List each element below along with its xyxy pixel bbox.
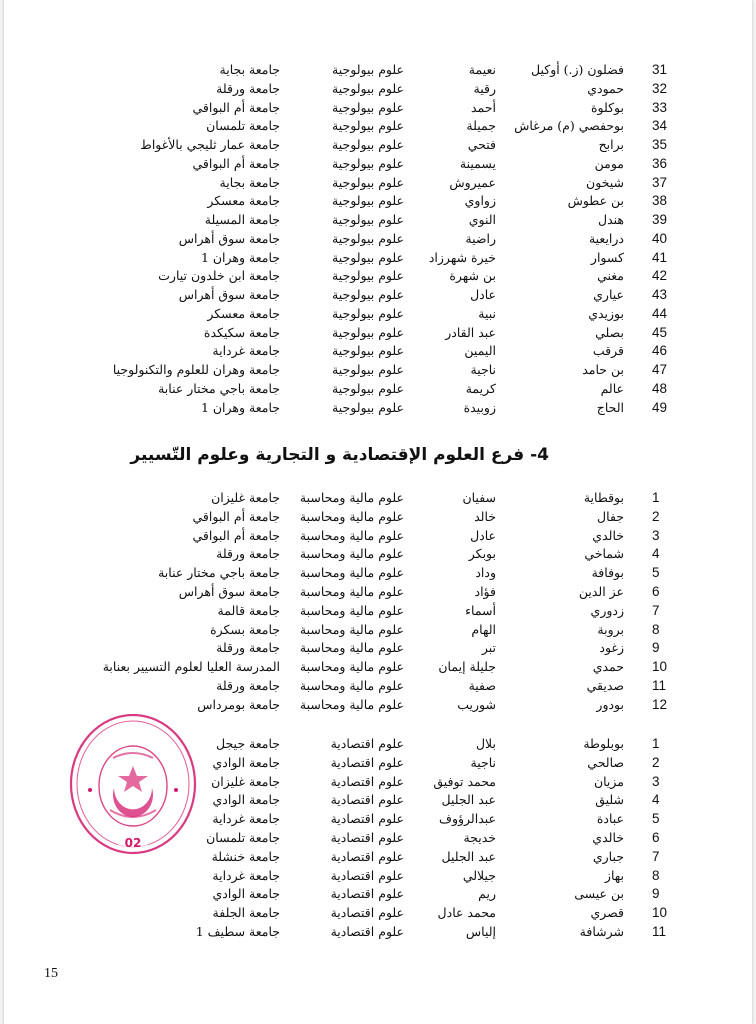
table-row — [4, 526, 752, 545]
table-row — [4, 98, 752, 117]
row-number: 9 — [652, 640, 660, 656]
specialty: علوم اقتصادية — [330, 886, 404, 902]
table-row — [4, 154, 752, 173]
first-name: الهام — [471, 621, 496, 637]
first-name: أسماء — [465, 602, 496, 618]
university: جامعة ابن خلدون تيارت — [158, 268, 280, 284]
table-row — [4, 229, 752, 248]
specialty: علوم اقتصادية — [330, 792, 404, 808]
row-number: 7 — [652, 848, 660, 864]
last-name: مزيان — [593, 773, 624, 789]
first-name: عبد الجليل — [441, 792, 496, 808]
university: جامعة معسكر — [207, 305, 280, 321]
specialty: علوم بيولوجية — [332, 193, 404, 209]
row-number: 46 — [652, 343, 668, 359]
last-name: بن عطوش — [567, 193, 624, 209]
last-name: عز الدين — [578, 584, 624, 599]
last-name: كسوار — [590, 249, 624, 265]
row-number: 43 — [652, 287, 668, 302]
first-name: يسمينة — [459, 155, 496, 171]
first-name: ناجية — [470, 362, 496, 377]
row-number: 3 — [652, 527, 660, 543]
specialty: علوم مالية ومحاسبة — [299, 584, 404, 599]
last-name: بوحفصي (م) مرغاش — [514, 118, 624, 134]
university: جامعة بسكرة — [210, 621, 280, 637]
university: جامعة الجلفة — [212, 905, 280, 921]
first-name: نبية — [478, 305, 496, 321]
last-name: جفال — [597, 508, 624, 524]
specialty: علوم بيولوجية — [332, 268, 404, 284]
specialty: علوم اقتصادية — [330, 736, 404, 751]
university: جامعة غرداية — [212, 343, 280, 359]
specialty: علوم اقتصادية — [330, 905, 404, 921]
last-name: بن حامد — [582, 362, 624, 377]
specialty: علوم مالية ومحاسبة — [299, 640, 404, 656]
last-name: درايعية — [588, 230, 624, 246]
section-heading: 4- فرع العلوم الإقتصادية و التجارية وعلوم التّسيير — [130, 445, 549, 465]
table-row — [4, 601, 752, 620]
table-row — [4, 173, 752, 192]
table-row — [4, 676, 752, 695]
first-name: أحمد — [471, 99, 496, 115]
page-number: 15 — [44, 966, 58, 981]
last-name: قصري — [590, 905, 624, 921]
row-number: 8 — [652, 867, 660, 883]
university: جامعة ورقلة — [216, 678, 280, 693]
specialty: علوم مالية ومحاسبة — [299, 527, 404, 543]
specialty: علوم بيولوجية — [332, 399, 404, 415]
university: جامعة سكيكدة — [203, 324, 280, 340]
table-row — [4, 248, 752, 267]
specialty: علوم مالية ومحاسبة — [299, 659, 404, 675]
table-row — [4, 657, 752, 676]
table-row — [4, 398, 752, 417]
specialty: علوم اقتصادية — [330, 830, 404, 845]
university: جامعة الوادي — [212, 754, 280, 770]
first-name: محمد توفيق — [433, 773, 496, 789]
row-number: 48 — [652, 380, 668, 396]
first-name: ناجية — [470, 754, 496, 770]
specialty: علوم بيولوجية — [332, 343, 404, 359]
last-name: شليق — [595, 792, 624, 808]
row-number: 3 — [652, 773, 660, 789]
specialty: علوم بيولوجية — [332, 230, 404, 246]
row-number: 35 — [652, 137, 668, 152]
university: جامعة جيجل — [216, 736, 280, 751]
last-name: بن عيسى — [574, 886, 624, 902]
first-name: إلياس — [465, 924, 496, 939]
last-name: خالدي — [592, 527, 624, 543]
last-name: بوزيدي — [588, 305, 624, 321]
university: جامعة الوادي — [212, 886, 280, 902]
row-number: 4 — [652, 792, 660, 808]
specialty: علوم بيولوجية — [332, 62, 404, 77]
university: جامعة أم البواقي — [192, 99, 280, 115]
table-row — [4, 695, 752, 714]
specialty: علوم اقتصادية — [330, 848, 404, 864]
specialty: علوم مالية ومحاسبة — [299, 508, 404, 524]
table-row — [4, 323, 752, 342]
specialty: علوم مالية ومحاسبة — [299, 490, 404, 505]
table-row — [4, 191, 752, 210]
university: جامعة ورقلة — [216, 546, 280, 562]
first-name: صفية — [468, 678, 496, 693]
specialty: علوم بيولوجية — [332, 380, 404, 396]
last-name: صالحي — [587, 754, 624, 770]
last-name: عياري — [593, 287, 624, 302]
table-row — [4, 304, 752, 323]
specialty: علوم مالية ومحاسبة — [299, 696, 404, 712]
table-row — [4, 79, 752, 98]
university: جامعة سوق أهراس — [178, 230, 280, 246]
last-name: بوفافة — [591, 565, 624, 581]
specialty: علوم بيولوجية — [332, 155, 404, 171]
last-name: برابح — [598, 137, 624, 152]
first-name: عبدالرؤوف — [438, 811, 496, 827]
first-name: فتحي — [467, 137, 496, 152]
specialty: علوم مالية ومحاسبة — [299, 546, 404, 562]
specialty: علوم اقتصادية — [330, 773, 404, 789]
row-number: 8 — [652, 621, 660, 637]
row-number: 2 — [652, 508, 660, 524]
row-number: 1 — [652, 736, 660, 751]
table-row — [4, 488, 752, 507]
first-name: النوي — [468, 212, 496, 227]
last-name: حمدي — [592, 659, 624, 675]
row-number: 10 — [652, 905, 668, 921]
row-number: 6 — [652, 830, 660, 845]
table-row — [4, 620, 752, 639]
first-name: عادل — [470, 527, 496, 543]
official-stamp — [68, 714, 198, 859]
row-number: 5 — [652, 565, 660, 581]
first-name: بلال — [475, 736, 496, 751]
university: جامعة أم البواقي — [192, 155, 280, 171]
university: جامعة سوق أهراس — [178, 584, 280, 599]
last-name: جباري — [592, 848, 624, 864]
university: جامعة سطيف 1 — [195, 924, 280, 939]
university: جامعة غرداية — [212, 867, 280, 883]
first-name: عبد الجليل — [441, 848, 496, 864]
university: جامعة وهران 1 — [200, 249, 280, 265]
university: جامعة قالمة — [217, 602, 280, 618]
table-row — [4, 544, 752, 563]
row-number: 40 — [652, 230, 668, 246]
row-number: 11 — [652, 678, 667, 693]
specialty: علوم مالية ومحاسبة — [299, 678, 404, 693]
row-number: 36 — [652, 155, 668, 171]
first-name: عميروش — [449, 174, 496, 190]
first-name: فؤاد — [474, 584, 496, 599]
specialty: علوم مالية ومحاسبة — [299, 565, 404, 581]
specialty: علوم بيولوجية — [332, 249, 404, 265]
last-name: بهاز — [604, 867, 624, 883]
last-name: بوبلوطة — [583, 736, 624, 751]
first-name: ريم — [478, 886, 496, 902]
table-row — [4, 903, 752, 922]
university: جامعة تلمسان — [206, 830, 280, 845]
row-number: 49 — [652, 399, 668, 415]
row-number: 31 — [652, 62, 668, 77]
last-name: عبادة — [596, 811, 624, 827]
university: جامعة بومرداس — [197, 696, 280, 712]
university: جامعة ورقلة — [216, 640, 280, 656]
row-number: 7 — [652, 602, 660, 618]
first-name: محمد عادل — [437, 905, 496, 921]
last-name: بوقطاية — [583, 490, 624, 505]
last-name: قرقب — [592, 343, 624, 359]
university: جامعة أم البواقي — [192, 527, 280, 543]
university: جامعة بجاية — [219, 174, 280, 190]
specialty: علوم بيولوجية — [332, 137, 404, 152]
specialty: علوم مالية ومحاسبة — [299, 602, 404, 618]
table-row — [4, 922, 752, 941]
last-name: زدوري — [590, 602, 624, 618]
first-name: خيرة شهرزاد — [428, 249, 496, 265]
specialty: علوم اقتصادية — [330, 754, 404, 770]
last-name: عالم — [600, 380, 624, 396]
row-number: 9 — [652, 886, 660, 902]
specialty: علوم بيولوجية — [332, 118, 404, 134]
last-name: بوكلوة — [590, 99, 624, 115]
first-name: خديجة — [463, 830, 496, 845]
last-name: شماخي — [584, 546, 624, 562]
first-name: اليمين — [464, 343, 496, 359]
specialty: علوم بيولوجية — [332, 305, 404, 321]
row-number: 10 — [652, 659, 668, 675]
university: جامعة باجي مختار عنابة — [158, 565, 280, 581]
university: المدرسة العليا لعلوم التسيير بعنابة — [102, 659, 280, 675]
last-name: بودور — [596, 696, 624, 712]
university: جامعة سوق أهراس — [178, 287, 280, 302]
row-number: 1 — [652, 490, 660, 505]
last-name: مومن — [594, 155, 624, 171]
table-row — [4, 285, 752, 304]
university: جامعة غرداية — [212, 811, 280, 827]
first-name: نعيمة — [468, 62, 496, 77]
last-name: فضلون (ز.) أوكيل — [531, 62, 624, 77]
first-name: جيلالي — [462, 867, 496, 883]
row-number: 45 — [652, 324, 668, 340]
table-row — [4, 582, 752, 601]
university: جامعة المسيلة — [204, 212, 280, 227]
specialty: علوم بيولوجية — [332, 212, 404, 227]
row-number: 2 — [652, 754, 660, 770]
university: جامعة وهران للعلوم والتكنولوجيا — [112, 362, 280, 377]
row-number: 42 — [652, 268, 668, 284]
university: جامعة ورقلة — [216, 80, 280, 96]
university: جامعة غليزان — [211, 773, 280, 789]
last-name: شرشافة — [579, 924, 624, 939]
last-name: صديقي — [586, 678, 624, 693]
table-row — [4, 379, 752, 398]
table-row — [4, 60, 752, 79]
row-number: 6 — [652, 584, 660, 599]
row-number: 12 — [652, 696, 668, 712]
specialty: علوم اقتصادية — [330, 867, 404, 883]
first-name: جميلة — [466, 118, 496, 134]
table-row — [4, 135, 752, 154]
last-name: مغني — [597, 268, 624, 284]
university: جامعة غليزان — [211, 490, 280, 505]
first-name: تبر — [481, 640, 496, 656]
specialty: علوم بيولوجية — [332, 80, 404, 96]
row-number: 5 — [652, 811, 660, 827]
first-name: بوبكر — [468, 546, 496, 562]
university: جامعة معسكر — [207, 193, 280, 209]
university: جامعة تلمسان — [206, 118, 280, 134]
first-name: خالد — [474, 508, 496, 524]
first-name: عادل — [470, 287, 496, 302]
table-row — [4, 638, 752, 657]
last-name: شيخون — [586, 174, 624, 190]
specialty: علوم اقتصادية — [330, 811, 404, 827]
first-name: راضية — [465, 230, 496, 246]
university: جامعة بجاية — [219, 62, 280, 77]
first-name: بن شهرة — [449, 268, 496, 284]
table-row — [4, 884, 752, 903]
row-number: 44 — [652, 305, 668, 321]
table-row — [4, 866, 752, 885]
last-name: الحاج — [596, 399, 624, 415]
first-name: سفيان — [462, 490, 496, 505]
first-name: شوريب — [457, 696, 496, 712]
university: جامعة الوادي — [212, 792, 280, 808]
first-name: وداد — [475, 565, 496, 581]
specialty: علوم بيولوجية — [332, 174, 404, 190]
row-number: 11 — [652, 924, 667, 939]
last-name: خالدي — [592, 830, 624, 845]
stamp-number: 02 — [124, 836, 142, 850]
first-name: كريمة — [465, 380, 496, 396]
university: جامعة خنشلة — [211, 848, 280, 864]
table-row — [4, 360, 752, 379]
table-row — [4, 563, 752, 582]
first-name: زواوي — [464, 193, 496, 209]
table-row — [4, 116, 752, 135]
row-number: 37 — [652, 174, 668, 190]
last-name: بروبة — [597, 621, 624, 637]
row-number: 41 — [652, 249, 668, 265]
specialty: علوم بيولوجية — [332, 99, 404, 115]
specialty: علوم بيولوجية — [332, 362, 404, 377]
table-row — [4, 266, 752, 285]
table-row — [4, 507, 752, 526]
first-name: رقية — [473, 80, 496, 96]
last-name: حمودي — [587, 80, 624, 96]
row-number: 39 — [652, 212, 668, 227]
table-row — [4, 341, 752, 360]
first-name: جليلة إيمان — [438, 659, 496, 675]
specialty: علوم مالية ومحاسبة — [299, 621, 404, 637]
specialty: علوم بيولوجية — [332, 287, 404, 302]
first-name: زوبيدة — [463, 399, 496, 415]
row-number: 32 — [652, 80, 668, 96]
specialty: علوم بيولوجية — [332, 324, 404, 340]
university: جامعة باجي مختار عنابة — [158, 380, 280, 396]
last-name: زغود — [599, 640, 624, 656]
last-name: بصلي — [595, 324, 624, 340]
university: جامعة وهران 1 — [200, 399, 280, 415]
row-number: 4 — [652, 546, 660, 562]
table-row — [4, 210, 752, 229]
row-number: 33 — [652, 99, 668, 115]
row-number: 38 — [652, 193, 668, 209]
specialty: علوم اقتصادية — [330, 924, 404, 939]
row-number: 34 — [652, 118, 668, 134]
university: جامعة أم البواقي — [192, 508, 280, 524]
university: جامعة عمار ثليجي بالأغواط — [140, 137, 280, 152]
document-page — [4, 0, 752, 1024]
last-name: هندل — [597, 212, 624, 227]
first-name: عبد القادر — [445, 324, 496, 340]
row-number: 47 — [652, 362, 668, 377]
